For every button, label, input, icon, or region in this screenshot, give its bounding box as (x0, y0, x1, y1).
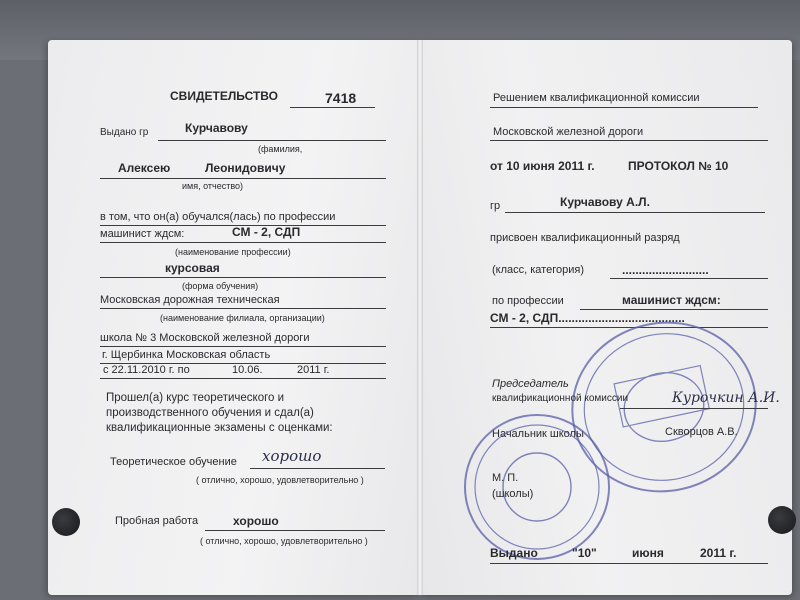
underline (100, 242, 386, 243)
underline (250, 468, 385, 469)
assigned-text: присвоен квалификационный разряд (490, 232, 680, 244)
surname: Курчавову (185, 121, 248, 135)
underline (100, 277, 386, 278)
certificate-title: СВИДЕТЕЛЬСТВО (170, 89, 278, 103)
binding-hole-left (52, 508, 80, 536)
first-name: Алексею (118, 161, 171, 175)
underline (100, 178, 386, 179)
underline (490, 563, 768, 564)
course-line-2: производственного обучения и сдал(а) (106, 407, 314, 419)
booklet-spine (417, 40, 423, 595)
period-to-day: 10.06. (232, 364, 263, 376)
form-caption: (форма обучения) (182, 281, 259, 291)
issued-month: июня (632, 546, 664, 560)
organization-line-1: Московская дорожная техническая (100, 294, 280, 306)
school-caption: (школы) (492, 488, 534, 500)
chair-signature-handwritten: Курочкин А.И. (672, 390, 780, 406)
certificate-number: 7418 (325, 90, 357, 106)
underline (158, 140, 386, 141)
underline (100, 346, 386, 347)
course-line-1: Прошел(а) курс теоретического и (106, 392, 285, 404)
head-name: Скворцов А.В. (665, 426, 738, 438)
decision-line-2: Московской железной дороги (493, 126, 644, 138)
category-label: (класс, категория) (492, 264, 584, 276)
head-label: Начальник школы (492, 428, 584, 440)
issued-label: Выдано (490, 546, 538, 560)
decision-date: от 10 июня 2011 г. (490, 159, 595, 173)
underline (490, 140, 768, 141)
citizen-label: гр (490, 200, 501, 212)
signature-line (620, 408, 768, 409)
binding-hole-right (768, 506, 796, 534)
issued-day: "10" (572, 546, 597, 560)
name-caption: имя, отчество) (182, 181, 244, 191)
profession-caption: (наименование профессии) (175, 247, 291, 257)
underline (505, 212, 765, 213)
citizen-name: Курчавову А.Л. (560, 195, 650, 209)
underline (290, 107, 375, 108)
chair-label: Председатель (492, 378, 569, 390)
underline (100, 308, 386, 309)
profession-prefix: машинист ждсм: (100, 228, 185, 240)
underline (100, 378, 386, 379)
grade-caption-2: ( отлично, хорошо, удовлетворительно ) (200, 536, 368, 546)
issued-to-label: Выдано гр (100, 127, 149, 138)
organization-caption: (наименование филиала, организации) (160, 313, 325, 323)
organization-line-2: школа № 3 Московской железной дороги (100, 332, 310, 344)
category-dots: .......................... (622, 263, 709, 277)
surname-caption: (фамилия, (258, 144, 303, 154)
issued-year: 2011 г. (700, 546, 737, 560)
grade-caption-1: ( отлично, хорошо, удовлетворительно ) (196, 475, 364, 485)
trained-text: в том, что он(а) обучался(лась) по профессии (100, 211, 336, 223)
underline (490, 107, 758, 108)
official-seal-stamp-school (462, 412, 612, 562)
patronymic: Леонидовичу (205, 161, 286, 175)
right-profession-value-2: СМ - 2, СДП...................................... (490, 311, 685, 325)
period-to-year: 2011 г. (297, 364, 330, 376)
underline (580, 309, 768, 310)
period-from: с 22.11.2010 г. по (103, 364, 190, 376)
decision-line-1: Решением квалификационной комиссии (493, 92, 700, 104)
form-of-study: курсовая (165, 261, 220, 275)
profession-label: по профессии (492, 295, 564, 307)
seal-label: М. П. (492, 472, 519, 484)
right-profession-value: машинист ждсм: (622, 293, 721, 307)
practice-label: Пробная работа (115, 515, 199, 527)
underline (205, 530, 385, 531)
commission-label: квалификационной комиссии (492, 393, 629, 404)
theory-grade-handwritten: хорошо (262, 447, 322, 465)
practice-grade: хорошо (233, 514, 279, 528)
protocol-number: ПРОТОКОЛ № 10 (628, 159, 729, 173)
theory-label: Теоретическое обучение (110, 456, 237, 468)
profession-value: СМ - 2, СДП (232, 225, 301, 239)
underline (610, 278, 768, 279)
course-line-3: квалификационные экзамены с оценками: (106, 422, 333, 434)
organization-line-3: г. Щербинка Московская область (102, 349, 271, 361)
